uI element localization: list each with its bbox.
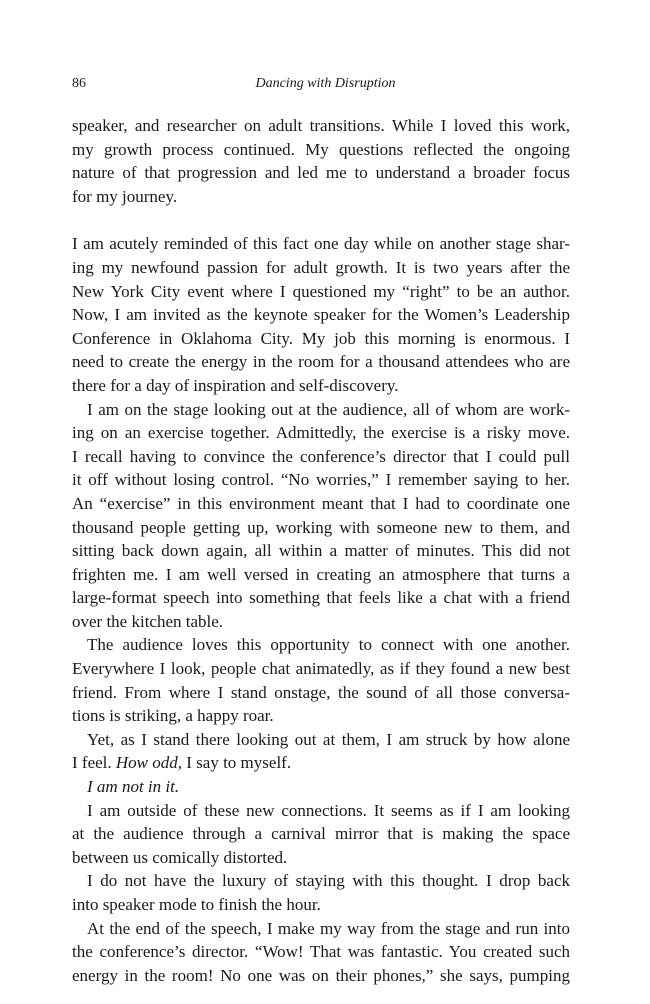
text-line: Yet, as I stand there looking out at them, I am struck by how alone (87, 729, 570, 749)
text-line: Now, I am invited as the keynote speaker for the Women’s Leadership (72, 305, 570, 325)
text-line: I am on the stage looking out at the audience, all of whom are work- (87, 399, 570, 419)
text-line: tions is striking, a happy roar. (72, 706, 274, 726)
running-title: Dancing with Disruption (255, 76, 396, 91)
text-line: New York City event where I questioned my “right” to be an author. (72, 281, 570, 301)
italic-text-line: I am not in it. (87, 777, 180, 797)
text-line: The audience loves this opportunity to connect with one another. (87, 635, 570, 655)
text-line: into speaker mode to finish the hour. (72, 895, 321, 914)
text-line: Conference in Oklahoma City. My job this morning is enormous. I (72, 328, 570, 348)
running-header (72, 76, 579, 96)
text-line: speaker, and researcher on adult transitions. While I loved this work, (72, 116, 570, 135)
text-line: I recall having to convince the conference’s director that I could pull (72, 446, 570, 466)
text-line: the conference’s director. “Wow! That was fantastic. You created such (72, 942, 570, 962)
text-line: large-format speech into something that feels like a chat with a friend (72, 588, 570, 608)
text-line: ing on an exercise together. Admittedly, the exercise is a risky move. (72, 423, 570, 443)
text-line: need to create the energy in the room for a thousand attendees who are (72, 352, 570, 372)
text-line: I do not have the luxury of staying with this thought. I drop back (87, 871, 570, 891)
text-line: At the end of the speech, I make my way from the stage and run into (87, 918, 570, 938)
text-line: sitting back down again, all within a matter of minutes. This did not (72, 541, 570, 561)
text-line: at the audience through a carnival mirror that is making the space (72, 824, 570, 844)
text-line: it off without losing control. “No worries,” I remember saying to her. (72, 470, 570, 490)
text-line: thousand people getting up, working with someone new to them, and (72, 517, 570, 537)
text-line: I am outside of these new connections. It seems as if I am looking (87, 800, 570, 820)
text-line: over the kitchen table. (72, 611, 224, 631)
section-break (72, 208, 570, 232)
text-run: I feel. (72, 753, 116, 773)
text-line: my growth process continued. My questions reflected the ongoing (72, 139, 570, 159)
text-line: ing my newfound passion for adult growth. It is two years after the (72, 257, 570, 277)
body-text (72, 114, 570, 987)
text-line: for my journey. (72, 186, 178, 206)
text-line: frighten me. I am well versed in creating an atmosphere that turns a (72, 564, 570, 584)
text-line: I am acutely reminded of this fact one day while on another stage shar- (72, 234, 570, 254)
text-line: friend. From where I stand onstage, the sound of all those conversa- (72, 682, 570, 702)
text-line: between us comically distorted. (72, 847, 288, 867)
text-run: , I say to myself. (177, 753, 292, 773)
text-line: there for a day of inspiration and self-discovery. (72, 375, 399, 395)
text-line: nature of that progression and led me to understand a broader focus (72, 163, 570, 183)
text-line (72, 751, 570, 775)
text-line: An “exercise” in this environment meant that I had to coordinate one (72, 493, 570, 513)
text-line: energy in the room! No one was on their phones,” she says, pumping (72, 965, 570, 985)
page-number: 86 (72, 76, 86, 91)
italic-text-run: How odd (115, 753, 178, 773)
text-line: Everywhere I look, people chat animatedly, as if they found a new best (72, 659, 570, 679)
